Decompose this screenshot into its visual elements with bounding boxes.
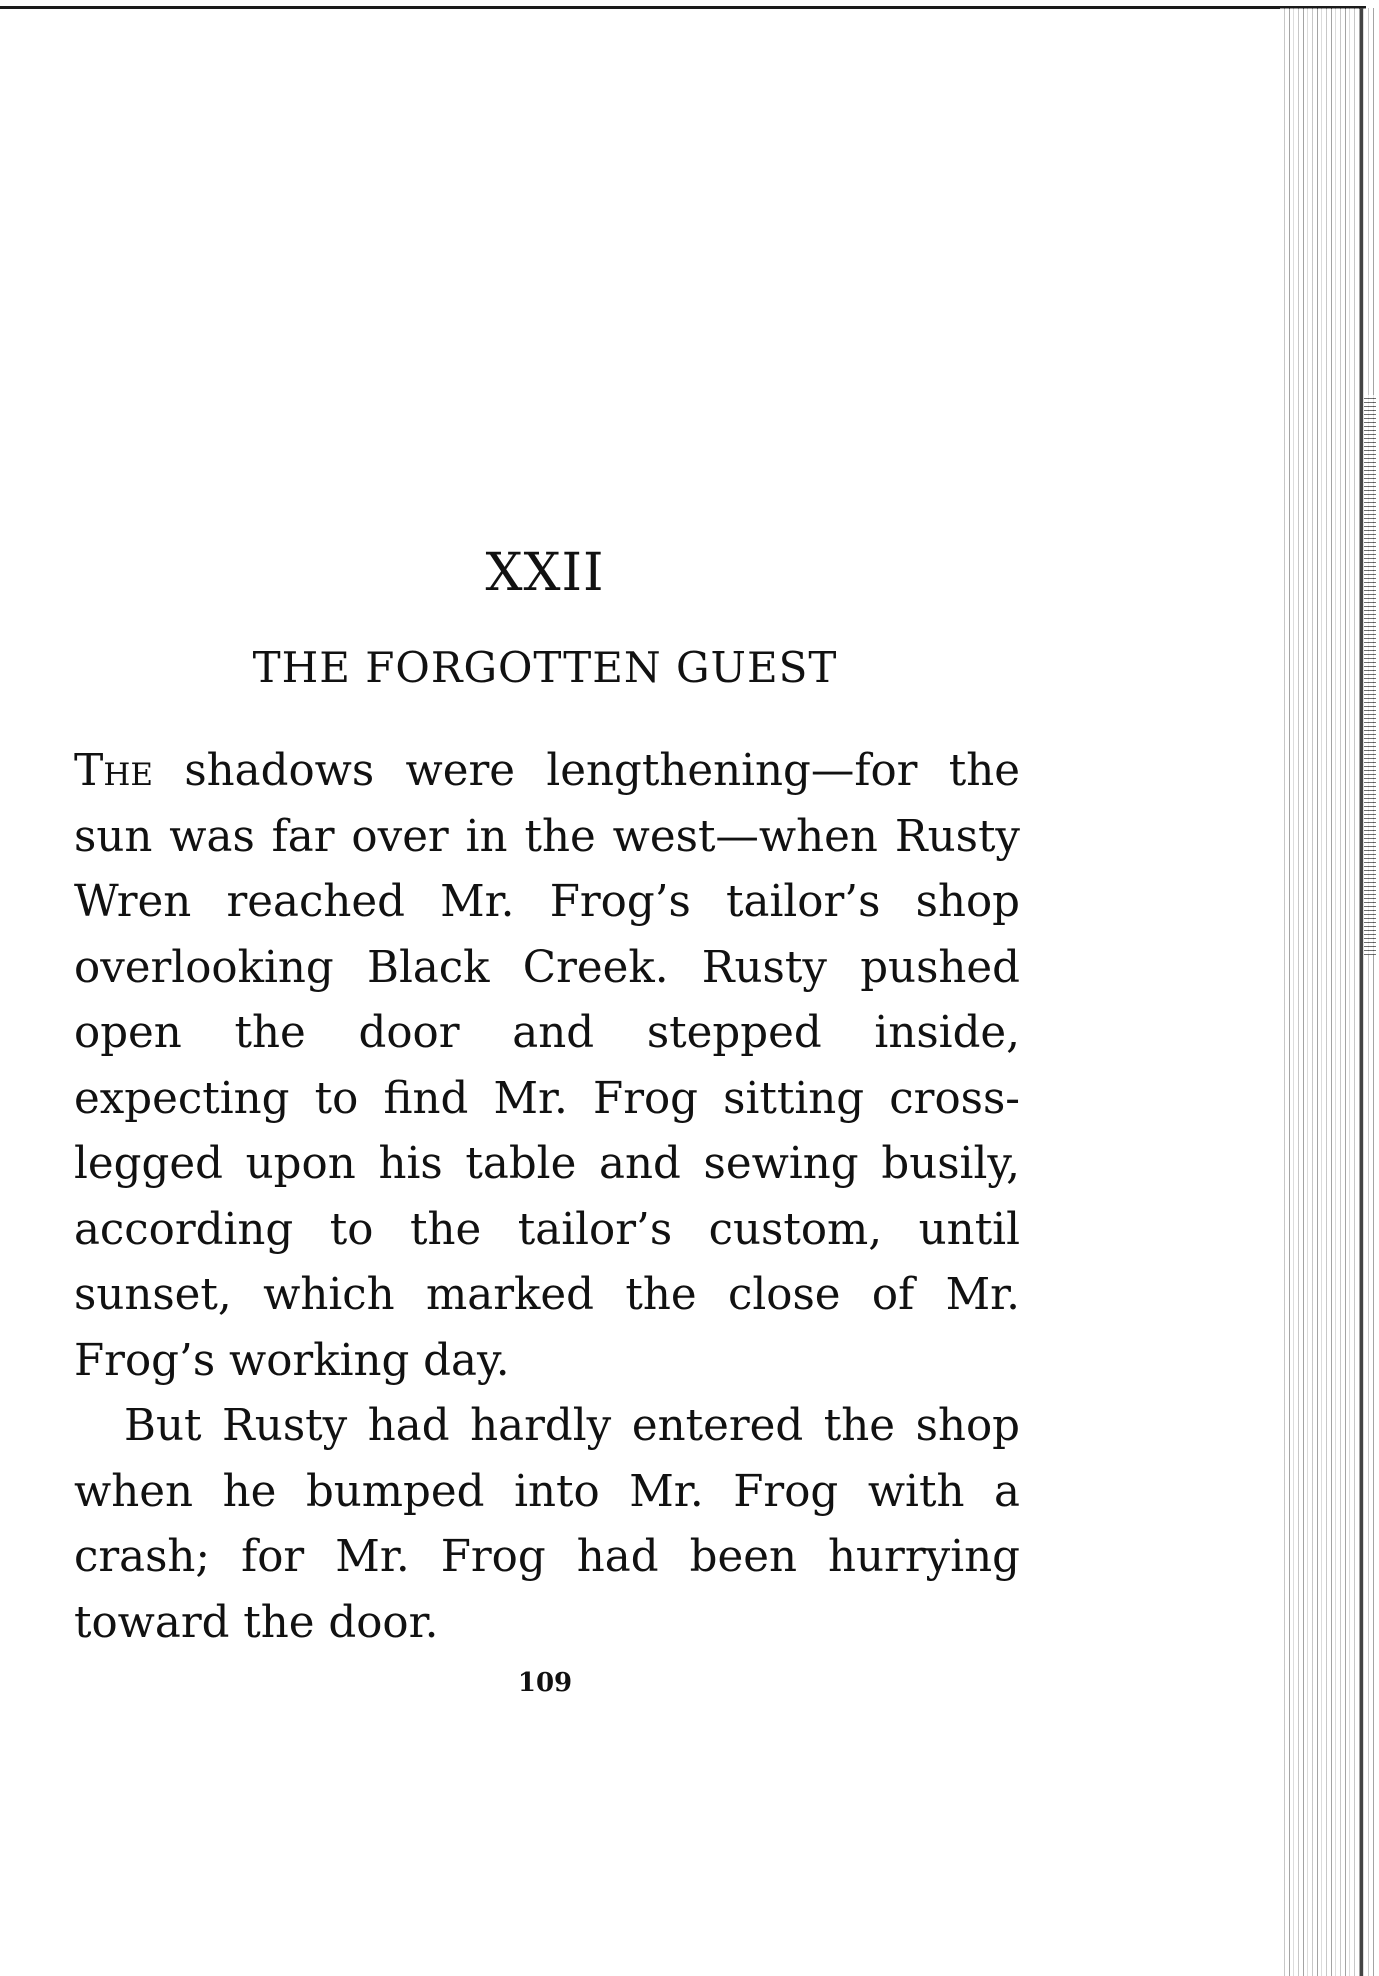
page-edge-line: [1360, 8, 1363, 1976]
body-text: [74, 738, 1020, 1656]
paragraph: [74, 738, 1020, 1394]
chapter-title: THE FORGOTTEN GUEST: [252, 643, 838, 692]
lead-word: The: [74, 745, 154, 796]
paragraph-text: shadows were lengthening—for the sun was far over in the west—when Rusty Wren reached Mr. Frog’s tailor’s shop overlooking Black Creek. Rusty pushed open the door and stepped inside, expecting to find Mr. Frog sitting cross-legged upon his table and sewing busily, according to the tailor’s custom, until sunset, which marked the close of Mr. Frog’s working day.: [74, 746, 1020, 1386]
page-number: 109: [517, 1668, 573, 1698]
top-rule: [0, 6, 1366, 9]
chapter-number: XXII: [485, 543, 605, 603]
page-edge-hatch: [1364, 395, 1376, 955]
paragraph: But Rusty had hardly entered the shop when he bumped into Mr. Frog with a crash; for Mr. Frog had been hurrying toward the door.: [74, 1401, 1020, 1648]
